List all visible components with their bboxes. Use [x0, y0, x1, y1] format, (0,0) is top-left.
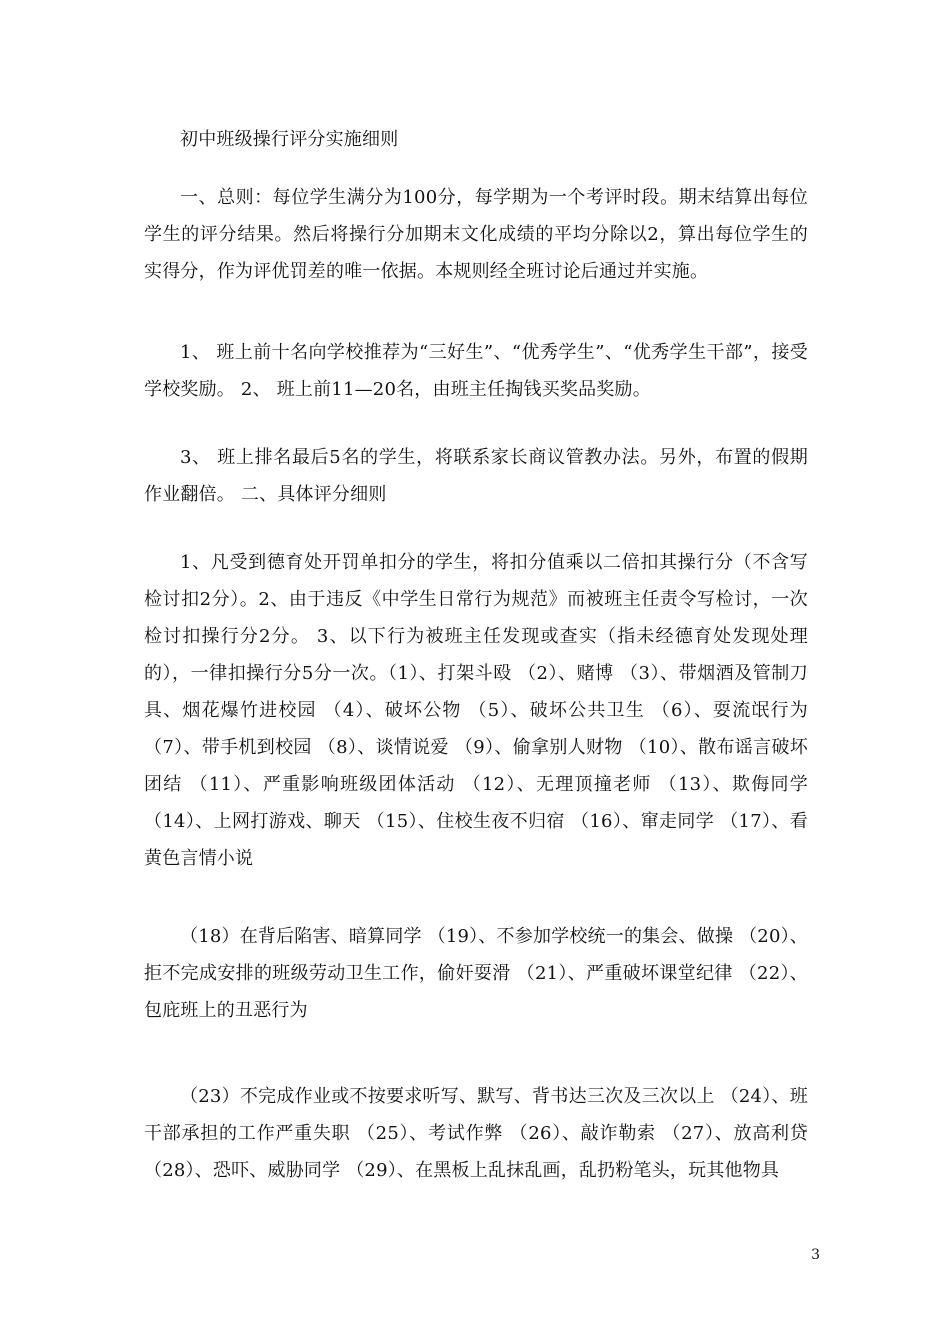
paragraph-rewards: 1、 班上前十名向学校推荐为“三好生”、“优秀学生”、“优秀学生干部”，接受学校奖励。 2、 班上前11—20名，由班主任掏钱买奖品奖励。 [144, 342, 808, 400]
paragraph-behavior-list-continued: （18）在背后陷害、暗算同学 （19）、不参加学校统一的集会、做操 （20）、拒不完成安排的班级劳动卫生工作，偷奸耍滑 （21）、严重破坏课堂纪律 （22）、包庇班上的丑恶行为 [144, 926, 808, 1021]
page-number: 3 [811, 1247, 820, 1263]
paragraph-penalties-and-section-two: 3、 班上排名最后5名的学生，将联系家长商议管教办法。另外，布置的假期作业翻倍。 二、具体评分细则 [144, 447, 808, 505]
document-title: 初中班级操行评分实施细则 [180, 129, 399, 150]
paragraph-general-rules: 一、总则：每位学生满分为100分，每学期为一个考评时段。期末结算出每位学生的评分结果。然后将操行分加期末文化成绩的平均分除以2，算出每位学生的实得分，作为评优罚差的唯一依据。本规则经全班讨论后通过并实施。 [144, 187, 808, 282]
paragraph-scoring-details: 1、凡受到德育处开罚单扣分的学生，将扣分值乘以二倍扣其操行分（不含写检讨扣2分）。2、由于违反《中学生日常行为规范》而被班主任责令写检讨，一次检讨扣操行分2分。 3、以下行为被班主任发现或查实（指未经德育处发现处理的），一律扣操行分5分一次。（1）、打架斗殴 （2）、赌博 （3）、带烟酒及管制刀具、烟花爆竹进校园 （4）、破坏公物 （5）、破坏公共卫生 （6）、耍流氓行为 （7）、带手机到校园 （8）、谈情说爱 （9）、偷拿别人财物 （10）、散布谣言破坏团结 （11）、严重影响班级团体活动 （12）、无理顶撞老师 （13）、欺侮同学 （14）、上网打游戏、聊天 （15）、住校生夜不归宿 （16）、窜走同学 （17）、看黄色言情小说 [144, 552, 808, 869]
paragraph-behavior-list-final: （23）不完成作业或不按要求听写、默写、背书达三次及三次以上 （24）、班干部承担的工作严重失职 （25）、考试作弊 （26）、敲诈勒索 （27）、放高利贷 （28）、恐吓、威胁同学 （29）、在黑板上乱抹乱画，乱扔粉笔头，玩其他物具 [144, 1086, 808, 1181]
